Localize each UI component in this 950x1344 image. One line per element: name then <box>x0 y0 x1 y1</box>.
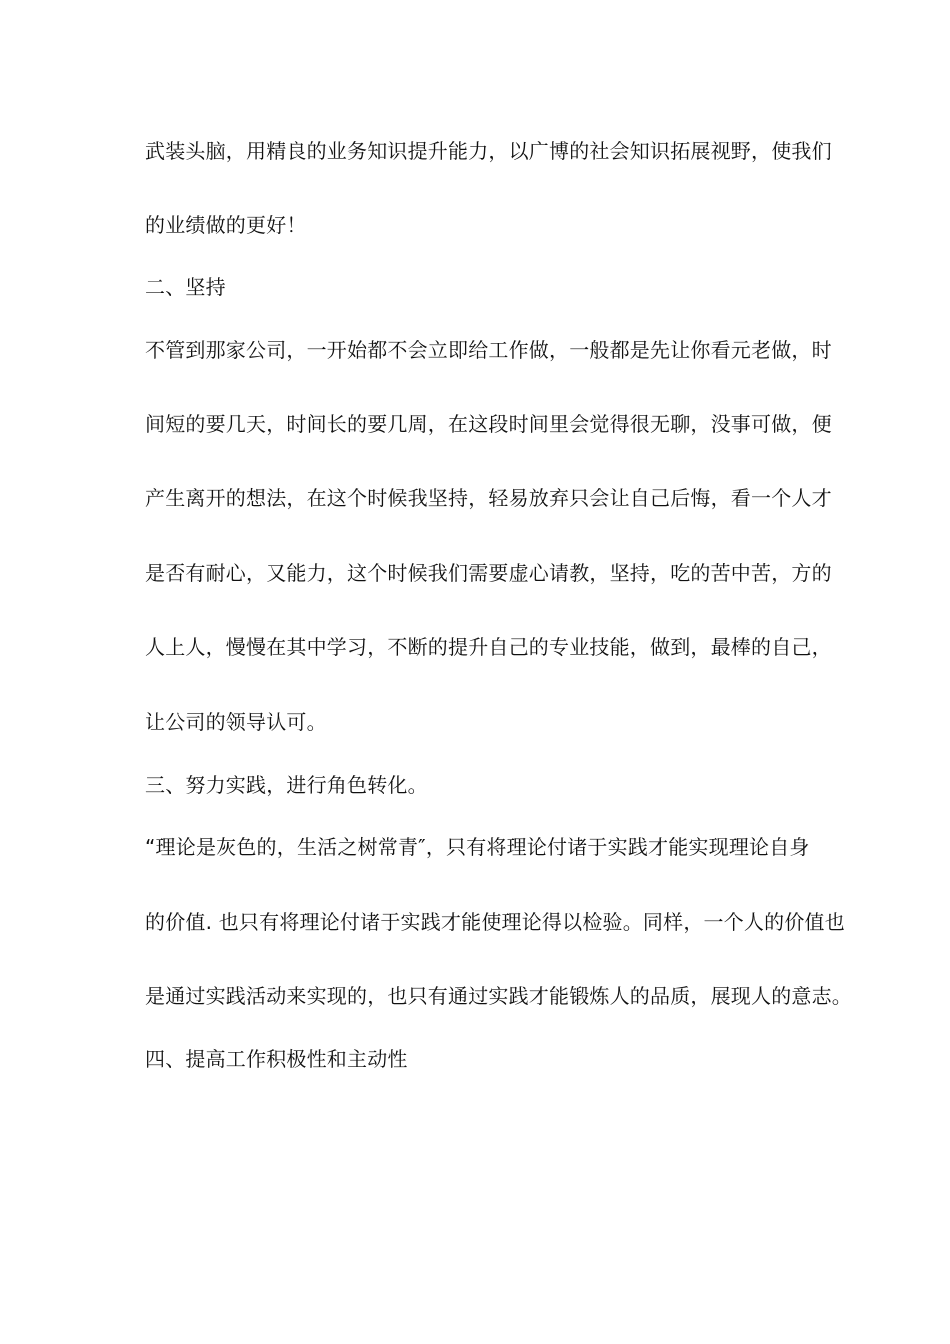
paragraph-line: 是否有耐心，又能力，这个时候我们需要虚心请教，坚持，吃的苦中苦，方的 <box>145 561 832 585</box>
paragraph-line: 产生离开的想法，在这个时候我坚持，轻易放弃只会让自己后悔，看一个人才 <box>145 486 832 510</box>
section-heading-practice: 三、努力实践，进行角色转化。 <box>145 773 428 797</box>
paragraph-line: “理论是灰色的，生活之树常青″，只有将理论付诸于实践才能实现理论自身 <box>145 835 810 859</box>
paragraph-line: 的业绩做的更好！ <box>145 213 307 237</box>
section-heading-persistence: 二、坚持 <box>145 275 226 299</box>
paragraph-line: 的价值. 也只有将理论付诸于实践才能使理论得以检验。同样，一个人的价值也 <box>145 910 845 934</box>
paragraph-line: 是通过实践活动来实现的，也只有通过实践才能锻炼人的品质，展现人的意志。 <box>145 984 852 1008</box>
paragraph-line: 间短的要几天，时间长的要几周，在这段时间里会觉得很无聊，没事可做，便 <box>145 412 832 436</box>
paragraph-line: 人上人，慢慢在其中学习，不断的提升自己的专业技能，做到，最棒的自己， <box>145 635 832 659</box>
paragraph-line: 武装头脑，用精良的业务知识提升能力，以广博的社会知识拓展视野，使我们 <box>145 139 832 163</box>
paragraph-line: 让公司的领导认可。 <box>145 710 327 734</box>
paragraph-line: 不管到那家公司，一开始都不会立即给工作做，一般都是先让你看元老做，时 <box>145 338 832 362</box>
section-heading-initiative: 四、提高工作积极性和主动性 <box>145 1047 408 1071</box>
